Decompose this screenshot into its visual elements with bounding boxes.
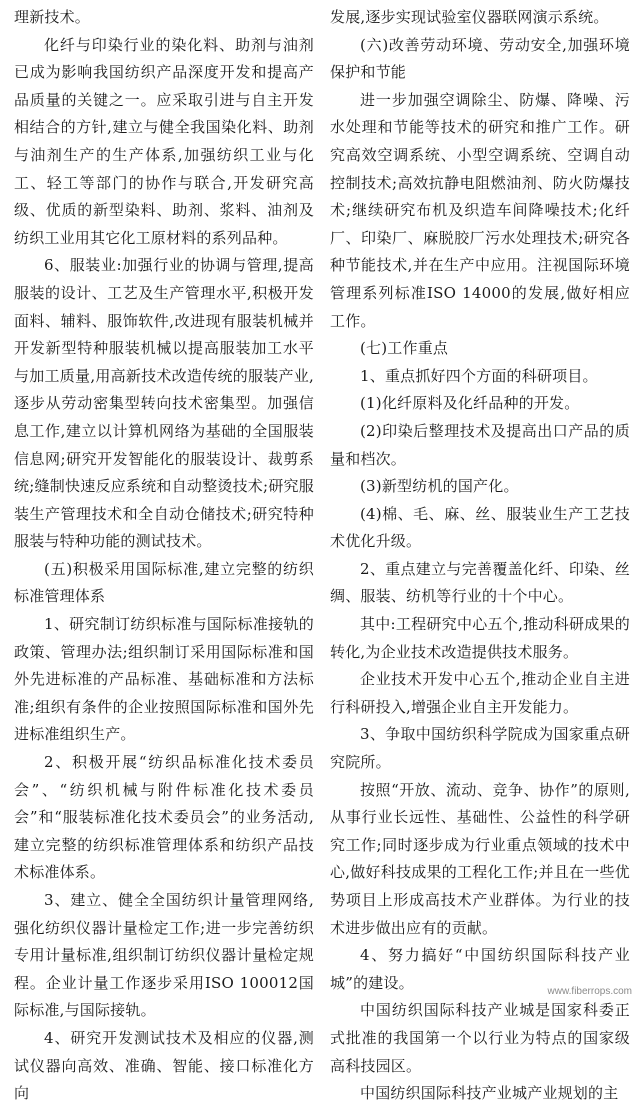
paragraph: 3、争取中国纺织科学院成为国家重点研究院所。 — [330, 725, 630, 772]
paragraph: 进一步加强空调除尘、防爆、降噪、污水处理和节能等技术的研究和推广工作。研究高效空调系统、小型空调系统、空调自动控制技术;高效抗静电阻燃油剂、防火防爆技术;继续研究布机及织造车间降噪技术;化纤厂、印染厂、麻脱胶厂污水处理技术;研究各种节能技术,并在生产中应用。注视国际环境管理系列标准ISO 14000的发展,做好相应工作。 — [330, 90, 630, 330]
paragraph: 1、重点抓好四个方面的科研项目。 — [360, 366, 598, 385]
paragraph: 发展,逐步实现试验室仪器联网演示系统。 — [330, 8, 609, 26]
paragraph: 3、建立、健全全国纺织计量管理网络,强化纺织仪器计量检定工作;进一步完善纺织专用计量标准,组织制订纺织仪器计量检定规程。企业计量工作逐步采用ISO 100012国际标准,与国际接轨。 — [14, 891, 314, 1020]
paragraph: (六)改善劳动环境、劳动安全,加强环境保护和节能 — [330, 35, 630, 82]
paragraph: 其中:工程研究中心五个,推动科研成果的转化,为企业技术改造提供技术服务。 — [330, 615, 630, 661]
paragraph: 企业技术开发中心五个,推动企业自主进行科研投入,增强企业自主开发能力。 — [330, 670, 630, 716]
paragraph: (五)积极采用国际标准,建立完整的纺织标准管理体系 — [14, 559, 314, 606]
paragraph: 4、研究开发测试技术及相应的仪器,测试仪器向高效、准确、智能、接口标准化方向 — [14, 1028, 314, 1103]
paragraph: 中国纺织国际科技产业城产业规划的主 — [360, 1084, 619, 1103]
paragraph: 按照“开放、流动、竞争、协作”的原则,从事行业长远性、基础性、公益性的科学研究工作;同时逐步成为行业重点领域的技术中心,做好科技成果的工程化工作;并且在一些优势项目上形成高技术产业群体。为行业的技术进步做出应有的贡献。 — [330, 780, 630, 937]
paragraph: 理新技术。 — [14, 8, 91, 26]
paragraph: 4、努力搞好“中国纺织国际科技产业城”的建设。 — [330, 946, 630, 992]
right-text-column — [330, 4, 630, 1103]
paragraph: 2、积极开展“纺织品标准化技术委员会”、“纺织机械与附件标准化技术委员会”和“服装标准化技术委员会”的业务活动,建立完整的纺织标准管理体系和纺织产品技术标准体系。 — [14, 753, 314, 882]
paragraph: 化纤与印染行业的染化料、助剂与油剂已成为影响我国纺织产品深度开发和提高产品质量的关键之一。应采取引进与自主开发相结合的方针,建立与健全我国染化料、助剂与油剂生产的生产体系,加强纺织工业与化工、轻工等部门的协作与联合,开发研究高级、优质的新型染料、助剂、浆料、油剂及纺织工业用其它化工原材料的系列品种。 — [14, 35, 314, 247]
site-watermark: www.fiberrops.com — [547, 986, 632, 997]
paragraph: (七)工作重点 — [360, 339, 449, 358]
paragraph: (3)新型纺机的国产化。 — [360, 477, 519, 496]
paragraph: (2)印染后整理技术及提高出口产品的质量和档次。 — [330, 421, 630, 468]
paragraph: (1)化纤原料及化纤品种的开发。 — [360, 394, 580, 413]
paragraph: 1、研究制订纺织标准与国际标准接轨的政策、管理办法;组织制订采用国际标准和国外先进标准的产品标准、基础标准和方法标准;组织有条件的企业按照国际标准和国外先进标准组织生产。 — [14, 615, 314, 744]
paragraph: 2、重点建立与完善覆盖化纤、印染、丝绸、服装、纺机等行业的十个中心。 — [330, 559, 630, 606]
paragraph: (4)棉、毛、麻、丝、服装业生产工艺技术优化升级。 — [330, 504, 630, 551]
paragraph: 6、服装业:加强行业的协调与管理,提高服装的设计、工艺及生产管理水平,积极开发面料、辅料、服饰软件,改进现有服装机械并开发新型特种服装机械以提高服装加工水平与加工质量,用高新技术改造传统的服装产业,逐步从劳动密集型转向技术密集型。加强信息工作,建立以计算机网络为基础的全国服装信息网;研究开发智能化的服装设计、裁剪系统;缝制快速反应系统和自动整烫技术;研究服装生产管理技术和全自动仓储技术;研究特种服装与特种功能的测试技术。 — [14, 256, 314, 551]
left-text-column — [14, 4, 314, 1103]
paragraph: 中国纺织国际科技产业城是国家科委正式批准的我国第一个以行业为特点的国家级高科技园区。 — [330, 1001, 630, 1075]
